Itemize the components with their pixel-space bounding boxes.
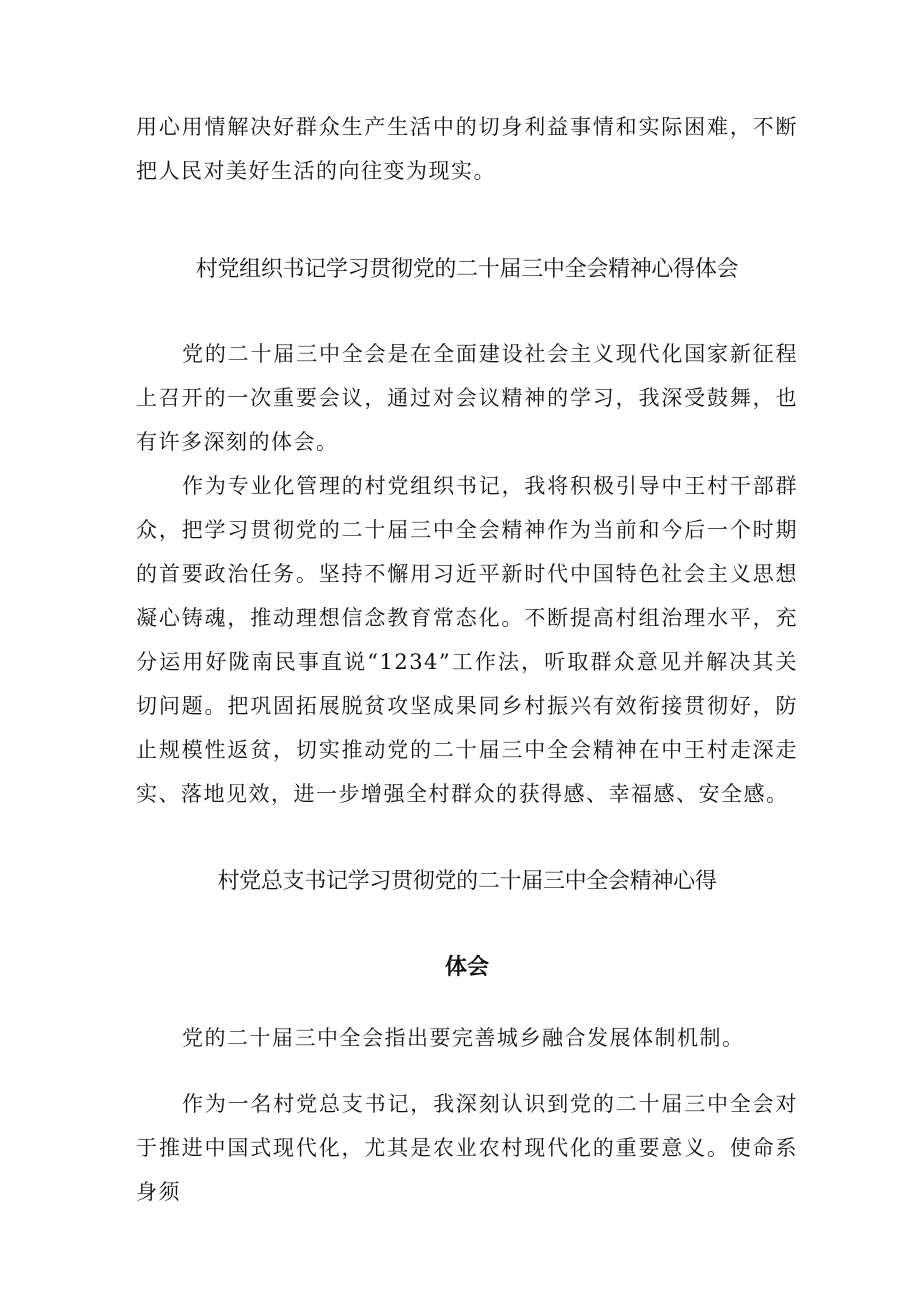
body-paragraph: 党的二十届三中全会是在全面建设社会主义现代化国家新征程上召开的一次重要会议，通过对会议精神的学习，我深受鼓舞，也有许多深刻的体会。 — [136, 342, 798, 454]
body-paragraph: 作为一名村党总支书记，我深刻认识到党的二十届三中全会对于推进中国式现代化，尤其是农业农村现代化的重要意义。使命系身须 — [136, 1092, 798, 1204]
body-paragraph: 用心用情解决好群众生产生活中的切身利益事情和实际困难，不断把人民对美好生活的向往变为现实。 — [136, 115, 798, 183]
body-paragraph: 党的二十届三中全会指出要完善城乡融合发展体制机制。 — [182, 1026, 745, 1050]
body-paragraph: 作为专业化管理的村党组织书记，我将积极引导中王村干部群众，把学习贯彻党的二十届三中全会精神作为当前和今后一个时期的首要政治任务。坚持不懈用习近平新时代中国特色社会主义思想凝心铸魂，推动理想信念教育常态化。不断提高村组治理水平，充分运用好陇南民事直说“1234”工作法，听取群众意见并解决其关切问题。把巩固拓展脱贫攻坚成果同乡村振兴有效衔接贯彻好，防止规模性返贫，切实推动党的二十届三中全会精神在中王村走深走实、落地见效，进一步增强全村群众的获得感、幸福感、安全感。 — [136, 474, 798, 806]
section-title: 村党组织书记学习贯彻党的二十届三中全会精神心得体会 — [195, 257, 739, 282]
section-title: 村党总支书记学习贯彻党的二十届三中全会精神心得 — [217, 869, 717, 894]
section-title-continuation: 体会 — [444, 955, 489, 980]
